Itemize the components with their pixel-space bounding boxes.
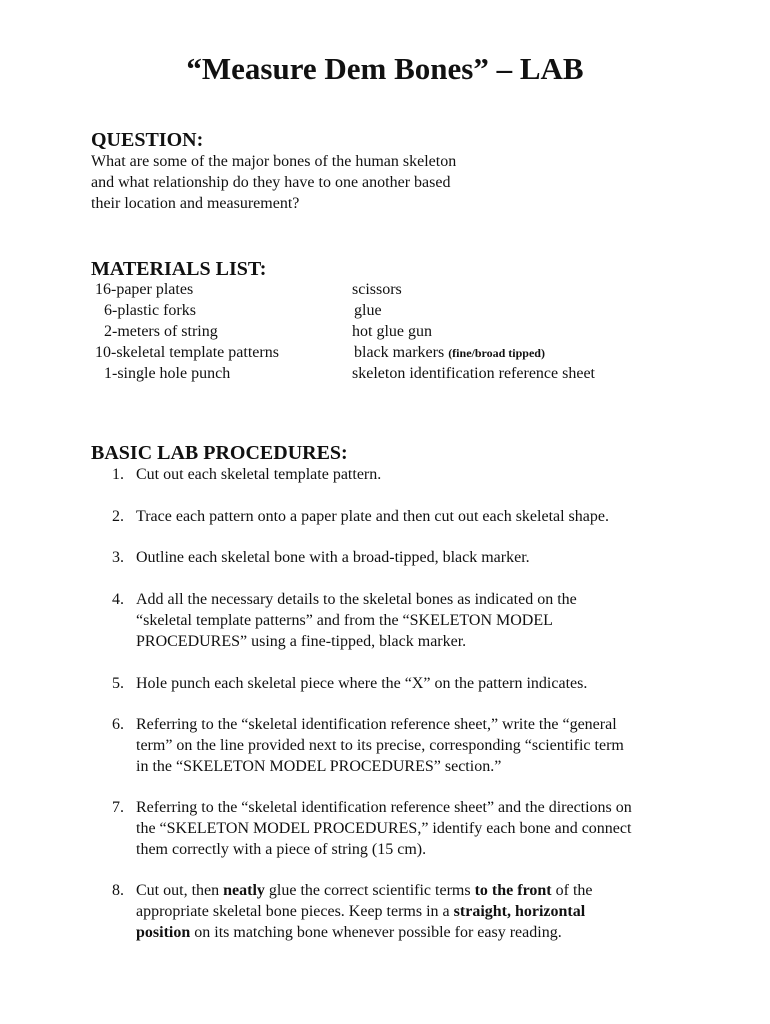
step-number: 1. [112, 466, 124, 483]
step-number: 7. [112, 799, 124, 816]
step-number: 6. [112, 716, 124, 733]
step-number: 3. [112, 549, 124, 566]
step-number: 4. [112, 591, 124, 608]
step-emphasis: position [136, 924, 191, 941]
question-text [91, 151, 456, 214]
question-line: What are some of the major bones of the human skeleton [91, 153, 457, 170]
step-line: “skeletal template patterns” and from the “SKELETON MODEL [136, 612, 553, 629]
step-line: them correctly with a piece of string (15 cm). [136, 841, 427, 858]
step-line: Outline each skeletal bone with a broad-tipped, black marker. [136, 549, 530, 566]
step-text [136, 673, 716, 694]
material-item-label: black markers [354, 344, 445, 361]
step-number: 2. [112, 508, 124, 525]
step-text [136, 547, 716, 568]
step-line: Referring to the “skeletal identification reference sheet” and the directions on [136, 799, 632, 816]
material-item: 2-meters of string [104, 323, 218, 340]
step-line: Add all the necessary details to the skeletal bones as indicated on the [136, 591, 577, 608]
step-line: the “SKELETON MODEL PROCEDURES,” identify each bone and connect [136, 820, 632, 837]
material-item: 16-paper plates [95, 281, 194, 298]
step-text [136, 880, 716, 943]
step-text [136, 464, 716, 485]
material-item: 1-single hole punch [104, 365, 231, 382]
step-emphasis: neatly [223, 882, 265, 899]
step-line: Hole punch each skeletal piece where the “X” on the pattern indicates. [136, 675, 588, 692]
step-line [136, 880, 716, 901]
material-item [354, 342, 545, 364]
material-item: skeleton identification reference sheet [352, 365, 595, 382]
step-text-run: Cut out, then [136, 882, 224, 899]
page-title: “Measure Dem Bones” – LAB [186, 51, 584, 86]
material-item: 6-plastic forks [104, 302, 196, 319]
step-line: Cut out each skeletal template pattern. [136, 466, 382, 483]
material-item: glue [354, 302, 382, 319]
step-line: PROCEDURES” using a fine-tipped, black marker. [136, 633, 467, 650]
step-number: 8. [112, 882, 124, 899]
procedures-heading: BASIC LAB PROCEDURES: [91, 442, 348, 464]
step-line: in the “SKELETON MODEL PROCEDURES” section.” [136, 758, 502, 775]
material-item: hot glue gun [352, 323, 432, 340]
step-number: 5. [112, 675, 124, 692]
step-text [136, 714, 716, 777]
question-line: and what relationship do they have to one another based [91, 174, 451, 191]
step-text [136, 506, 716, 527]
step-line [136, 922, 716, 943]
step-line: Referring to the “skeletal identification reference sheet,” write the “general [136, 716, 617, 733]
step-text [136, 797, 716, 860]
material-item: 10-skeletal template patterns [95, 344, 279, 361]
question-heading: QUESTION: [91, 129, 204, 151]
step-text-run: glue the correct scientific terms [264, 882, 475, 899]
materials-heading: MATERIALS LIST: [91, 258, 267, 280]
step-emphasis: to the front [474, 882, 552, 899]
step-emphasis: straight, horizontal [453, 903, 586, 920]
step-line [136, 901, 716, 922]
question-line: their location and measurement? [91, 195, 300, 212]
step-line: term” on the line provided next to its precise, corresponding “scientific term [136, 737, 624, 754]
marker-note: (fine/broad tipped) [448, 346, 545, 360]
step-text-run: on its matching bone whenever possible for easy reading. [190, 924, 562, 941]
step-line: Trace each pattern onto a paper plate and then cut out each skeletal shape. [136, 508, 609, 525]
step-text-run: appropriate skeletal bone pieces. Keep terms in a [136, 903, 454, 920]
material-item: scissors [352, 281, 402, 298]
step-text [136, 589, 716, 652]
step-text-run: of the [551, 882, 593, 899]
